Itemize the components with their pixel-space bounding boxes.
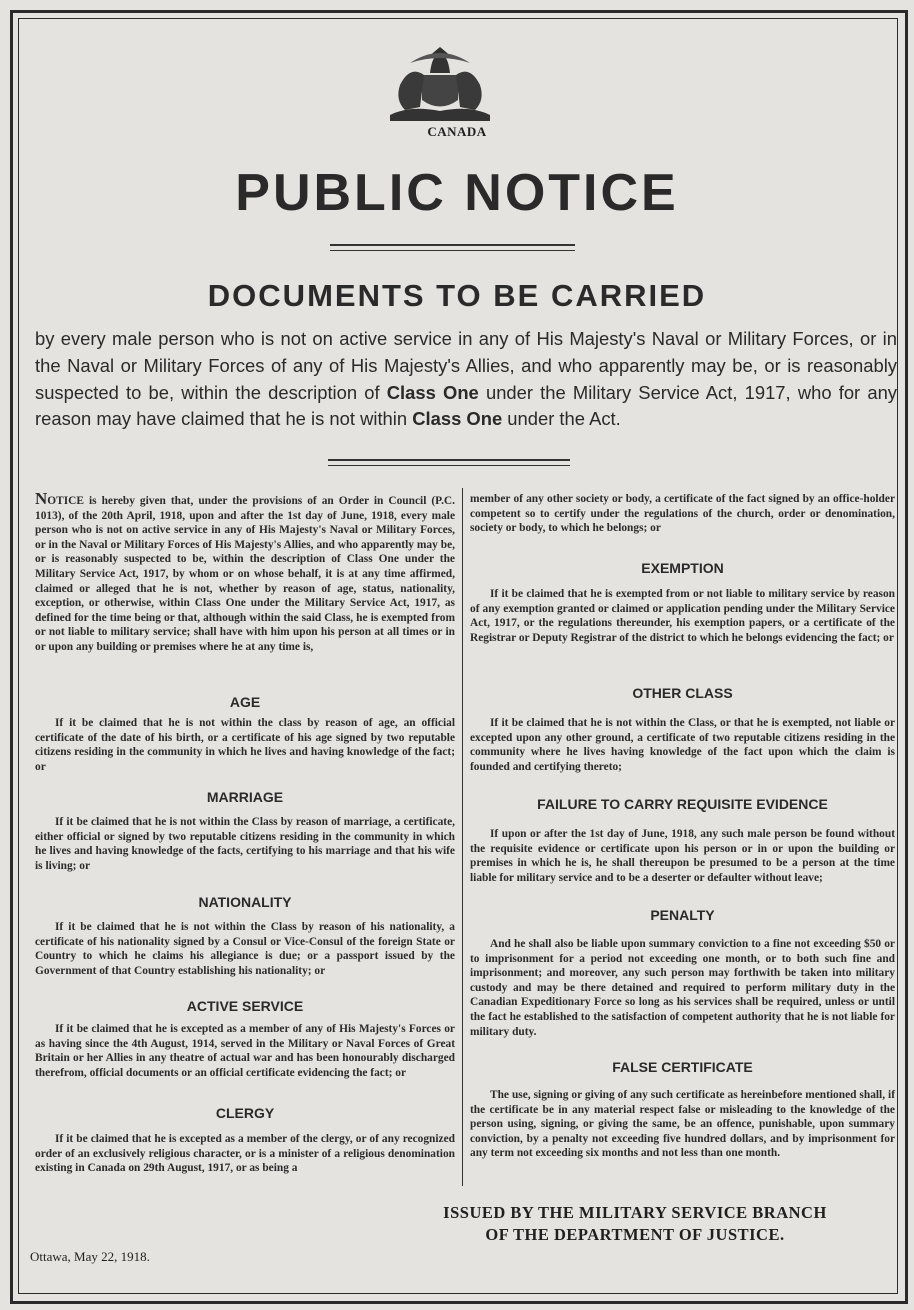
intro-paragraph [35,326,897,433]
section-heading: FAILURE TO CARRY REQUISITE EVIDENCE [537,796,828,812]
intro-text: under the Military Service Act, 1917, who for any reason may have claimed that he is not within [35,381,897,430]
drop-cap: N [35,489,48,508]
issued-line: ISSUED BY THE MILITARY SERVICE BRANCH [443,1203,827,1222]
issued-line: OF THE DEPARTMENT OF JUSTICE. [485,1225,785,1244]
section-text: If it be claimed that he is excepted as a member of any of His Majesty's Forces or as having since the 4th August, 1914, served in the Military or Naval Forces of Great Britain or her Allies in any theatre of actual war and has been honourably discharged therefrom, official documents or an official certificate evidencing the fact; or [35,1023,455,1079]
divider [330,244,575,246]
section-heading: AGE [229,694,261,710]
section-heading: EXEMPTION [641,560,724,576]
divider [328,465,570,466]
place-date: Ottawa, May 22, 1918. [30,1249,150,1264]
section-heading: ACTIVE SERVICE [186,998,304,1014]
divider [328,459,570,461]
section-heading: CLERGY [215,1105,275,1121]
section-text: If it be claimed that he is not within the Class by reason of marriage, a certificate, either official or signed by two reputable citizens residing in the community in which he lives and having knowledge of the facts, certifying to his marriage and that his wife is living; or [35,816,455,872]
intro-emphasis: Class One [412,408,503,430]
section-heading: NATIONALITY [198,894,292,910]
section-text: If it be claimed that he is not within the class by reason of age, an official certificate of the date of his birth, or a certificate of his age signed by two reputable citizens residing in the community in which he lives and having knowledge of the fact; or [35,717,455,773]
coat-of-arms-icon [380,45,500,123]
intro-text: under the Act. [502,408,621,430]
page-title: PUBLIC NOTICE [235,164,679,222]
section-text: If it be claimed that he is exempted from or not liable to military service by reason of any exemption granted or claimed or application pending under the Military Service Act, 1917, or the regulations thereunder, his exemption papers, or a certificate of the Registrar or Deputy Registrar of the district to which he belongs evidencing the fact; or [470,588,895,644]
section-text: If it be claimed that he is not within the Class, or that he is exempted, not liable or excepted upon any other ground, a certificate of two reputable citizens residing in the community where he lives having knowledge of the fact upon which the claim is founded and certifying thereto; [470,717,895,773]
section-text: If it be claimed that he is not within the Class by reason of his nationality, a certificate of his nationality signed by a Consul or Vice-Consul of the foreign State or Country to which he claims his allegiance is due; or a passport issued by the Government of that Country establishing his nationality; or [35,921,455,977]
section-heading: MARRIAGE [206,789,284,805]
issued-by [390,1202,880,1246]
divider [330,250,575,251]
section-text: The use, signing or giving of any such certificate as hereinbefore mentioned shall, if the certificate be in any material respect false or misleading to the knowledge of the person using, signing, or giving the same, be an offence, punishable, upon summary conviction, by a penalty not exceeding five hundred dollars, and by imprisonment for any term not exceeding six months and not less than one month. [470,1089,895,1160]
intro-text: by every male person who is not on active service in any of His Majesty's Naval or Military Forces, or in the Naval or Military Forces of any of His Majesty's Allies, and who apparently may be, or is reasonably suspected to be, within the description of [35,328,897,403]
notice-paragraph [35,489,455,655]
section-heading: PENALTY [650,907,715,923]
subtitle: DOCUMENTS TO BE CARRIED [207,278,707,313]
section-text: And he shall also be liable upon summary conviction to a fine not exceeding $50 or to imprisonment for a period not exceeding one month, or to both such fine and imprisonment; and moreover, any such person may forthwith be taken into military custody and may be there detained and required to perform military duty in the Canadian Expeditionary Force so long as his services shall be required, unless or until the fact he established to the satisfaction of competent authority that he is not liable for military duty. [470,938,895,1038]
section-heading: OTHER CLASS [632,685,733,701]
continuation-paragraph: member of any other society or body, a certificate of the fact signed by an office-holder competent so to certify under the regulations of the church, order or denomination, society or body, to which he belongs; or [470,493,895,535]
section-text: If upon or after the 1st day of June, 1918, any such male person be found without the requisite evidence or certificate upon his person or in or upon the building or premises in which he is, he shall thereupon be presumed to be a person at the time liable for military service and to be a deserter or defaulter without leave; [470,828,895,884]
intro-emphasis: Class One [386,381,479,403]
section-text: If it be claimed that he is excepted as a member of the clergy, or of any recognized order of an exclusively religious character, or is a minister of a religious denomination existing in Canada on 29th August, 1917, or as being a [35,1133,455,1175]
notice-text: OTICE is hereby given that, under the provisions of an Order in Council (P.C. 1013), of the 20th April, 1918, upon and after the 1st day of June, 1918, every male person who is not on active service in any of His Majesty's Naval or Military Forces, or in the Naval or Military Forces of His Majesty's Allies, and who apparently may be, or is reasonably suspected to be, within the description of Class One under the Military Service Act, 1917, by whom or on whose behalf, it is at any time affirmed, claimed or alleged that he is not, whether by reason of age, status, nationality, exception, or otherwise, within Class One under the Military Service Act, 1917, as defined for the time being or that, although within the said Class, he is exempted from or not liable to military service; shall have with him upon his person at all times or in or upon any building or premises where he at any time is, [35,495,455,653]
country-label: CANADA [427,124,487,139]
column-divider [462,488,463,1186]
section-heading: FALSE CERTIFICATE [612,1059,753,1075]
